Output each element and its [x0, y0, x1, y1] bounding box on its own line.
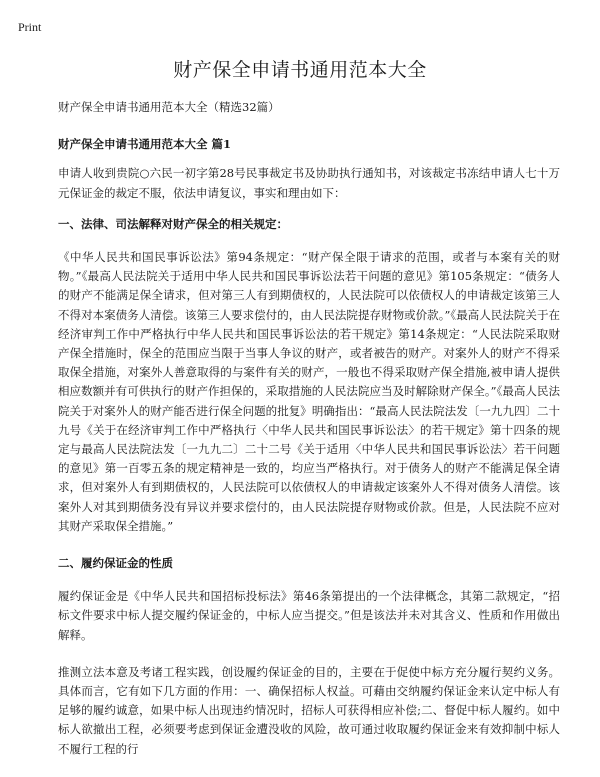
document-title: 财产保全申请书通用范本大全: [173, 59, 427, 81]
section-heading-performance-bond: 二、履约保证金的性质: [58, 556, 173, 571]
section-heading-legal-provisions: 一、法律、司法解释对财产保全的相关规定：: [58, 216, 288, 231]
print-link[interactable]: Print: [18, 20, 42, 34]
document-body: [58, 98, 560, 777]
document-subtitle: 财产保全申请书通用范本大全（精选32篇）: [58, 100, 280, 114]
intro-paragraph: 申请人收到贵院○六民一初字第28号民事裁定书及协助执行通知书，对该裁定书冻结申请人七十万元保证金的裁定不服，依法申请复议，事实和理由如下：: [58, 166, 560, 200]
article-heading: 财产保全申请书通用范本大全 篇1: [58, 137, 232, 152]
section-paragraph-bond-definition: 履约保证金是《中华人民共和国招标投标法》第46条第提出的一个法律概念，其第二款规定，“招标文件要求中标人提交履约保证金的，中标人应当提交。”但是该法并未对其含义、性质和作用做出解释。: [58, 589, 560, 642]
section-paragraph-legal-provisions: 《中华人民共和国民事诉讼法》第94条规定：“财产保全限于请求的范围，或者与本案有关的财物。”《最高人民法院关于适用中华人民共和国民事诉讼法若干问题的意见》第105条规定：“债务人的财产不能满足保全请求，但对第三人有到期债权的，人民法院可以依债权人的申请裁定该第三人不得对本案债务人清偿。该第三人要求偿付的，由人民法院提存财物或价款。”《最高人民法院关于在经济审判工作中严格执行中华人民共和国民事诉讼法的若干规定》第14条规定：“人民法院采取财产保全措施时，保全的范围应当限于当事人争议的财产，或者被告的财产。对案外人的财产不得采取保全措施，对案外人善意取得的与案件有关的财产，一般也不得采取财产保全措施,被申请人提供相应数额并有可供执行的财产作担保的，采取措施的人民法院应当及时解除财产保全。”《最高人民法院关于对案外人的财产能否进行保全问题的批复》明确指出：“最高人民法院法发〔一九九四〕二十九号《关于在经济审判工作中严格执行〈中华人民共和国民事诉讼法〉的若干规定》第十四条的规定与最高人民法院法发〔一九九二〕二十二号《关于适用〈中华人民共和国民事诉讼法〉若干问题的意见》第一百零五条的规定精神是一致的，均应当严格执行。对于债务人的财产不能满足保全请求，但对案外人有到期债权的，人民法院可以依债权人的申请裁定该案外人不得对债务人清偿。该案外人对其到期债务没有异议并要求偿付的，由人民法院提存财物或价款。但是，人民法院不应对其财产采取保全措施。”: [58, 250, 560, 533]
section-paragraph-bond-purpose: 推测立法本意及考诸工程实践，创设履约保证金的目的，主要在于促使中标方充分履行契约义务。具体而言，它有如下几方面的作用：一、确保招标人权益。可藉由交纳履约保证金来认定中标人有足够的履约诚意，如果中标人出现违约情况时，招标人可获得相应补偿;二、督促中标人履约。如中标人欲撤出工程，必须要考虑到保证金遭没收的风险，故可通过收取履约保证金来有效抑制中标人不履行工程的行: [58, 664, 560, 756]
